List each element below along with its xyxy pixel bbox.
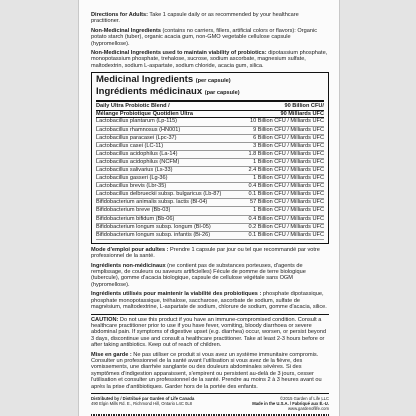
blend-row: Mélange Probiotique Quotidien Ultra 90 Milliards UFC bbox=[96, 110, 324, 117]
medicinal-title-en: Medicinal Ingredients (per capsule) bbox=[96, 74, 231, 86]
ingredient-row bbox=[96, 143, 324, 151]
ingredient-amount: 0.2 Billion CFU / Milliards UFC bbox=[248, 223, 324, 230]
ingredient-row bbox=[96, 232, 324, 240]
directions-en: Directions for Adults: Take 1 capsule daily or as recommended by your healthcare practitioner. bbox=[91, 12, 299, 25]
blend-row: Daily Ultra Probiotic Blend / 90 Billion CFU/ bbox=[96, 103, 324, 110]
ingredient-amount: 6 Billion CFU / Milliards UFC bbox=[253, 134, 324, 141]
ingredient-row bbox=[96, 183, 324, 191]
ingredient-name: Lactobacillus acidophilus (La-14) bbox=[96, 150, 178, 157]
medicinal-title-fr: Ingrédients médicinaux (par capsule) bbox=[96, 85, 240, 97]
caution-rule bbox=[91, 314, 329, 315]
ingredient-name: Bifidobacterium longum subsp. infantis (Bi-26) bbox=[96, 231, 211, 238]
ingredient-row bbox=[96, 207, 324, 215]
ingredient-amount: 1 Billion CFU / Milliards UFC bbox=[253, 175, 324, 182]
directions-fr: Mode d'emploi pour adultes : Prendre 1 capsule par jour ou tel que recommandé par votre professionnel de la santé. bbox=[91, 246, 320, 260]
ingredient-row bbox=[96, 175, 324, 183]
ingredient-row bbox=[96, 159, 324, 167]
ingredient-amount: 0.4 Billion CFU / Milliards UFC bbox=[248, 183, 324, 190]
ingredient-rows bbox=[96, 118, 324, 239]
ingredient-name: Lactobacillus rhamnosus (HN001) bbox=[96, 126, 181, 133]
address: 490 Elgin Mills Rd. E., Richmond Hill, Ontario L4C 0L8 bbox=[91, 400, 193, 406]
ingredient-row bbox=[96, 118, 324, 126]
viability-fr: Ingrédients utilisés pour maintenir la viabilité des probiotiques : phosphate dipotassique, phosphate monopotassique, tréhalose, saccharose, ascorbate de sodium, sulfate de magnésium, maltodextrine, L-aspartate de sodium, chlorure de sodium, gomme d'acacia, silice. bbox=[91, 291, 327, 311]
viability-en: Non-Medicinal Ingredients used to maintain viability of probiotics: dipotassium phosphate, monopotassium phosphate, trehalose, sucrose, sodium ascorbate, magnesium sulfate, maltodextrin, sodium L-aspartate, sodium chloride, acacia gum, silica. bbox=[91, 50, 328, 69]
distributor: Distributed by / Distribué par Garden of Life Canada bbox=[91, 395, 195, 401]
ingredient-amount: 9 Billion CFU / Milliards UFC bbox=[253, 126, 324, 133]
ingredient-amount: 0.1 Billion CFU / Milliards UFC bbox=[248, 231, 324, 238]
ingredient-name: Lactobacillus salivarius (Ls-33) bbox=[96, 167, 173, 173]
ingredient-name: Bifidobacterium animalis subsp. lactis (Bl-04) bbox=[96, 199, 208, 206]
ingredient-name: Lactobacillus brevis (Lbr-35) bbox=[96, 183, 167, 190]
ingredient-amount: 57 Billion CFU / Milliards UFC bbox=[250, 199, 324, 206]
ingredient-name: Lactobacillus plantarum (Lp-115) bbox=[96, 118, 178, 125]
right-background bbox=[339, 0, 416, 416]
caution-fr: Mise en garde : Ne pas utiliser ce produit si vous avez un système immunitaire compromis. Consulter un professionnel de la santé avant l'utilisation si vous avez de la fièvre, des vomissements, une diarrhée sanglante ou des douleurs abdominales sévères. Si des symptômes d'indigestion apparaissent, s'empirent ou persistent au-delà de 3 jours, cesser l'utilisation et consulter un professionnel de la santé. Prendre au moins 2 à 3 heures avant ou après la prise d'antibiotiques. Garder hors de la portée des enfants. bbox=[91, 351, 322, 390]
footer bbox=[91, 396, 329, 411]
made-in: Made in the U.S.A. / Fabriqué aux É.-U. bbox=[252, 400, 329, 406]
ingredient-name: Bifidobacterium breve (Bb-03) bbox=[96, 207, 171, 214]
ingredient-name: Lactobacillus casei (LC-11) bbox=[96, 142, 164, 149]
table-rule bbox=[96, 100, 324, 102]
left-background bbox=[0, 0, 79, 416]
medicinal-ingredients-table bbox=[91, 72, 329, 244]
ingredient-row bbox=[96, 127, 324, 135]
ingredient-name: Bifidobacterium longum subsp. longum (Bl-05) bbox=[96, 223, 211, 230]
ingredient-amount: 10 Billion CFU / Milliards UFC bbox=[250, 118, 324, 125]
ingredient-row bbox=[96, 199, 324, 207]
ingredient-row bbox=[96, 216, 324, 224]
supplement-label bbox=[79, 0, 339, 416]
ingredient-amount: 1.8 Billion CFU / Milliards UFC bbox=[248, 150, 324, 157]
ingredient-name: Lactobacillus paracasei (Lpc-37) bbox=[96, 134, 177, 141]
nonmedicinal-fr: Ingrédients non-médicinaux (ne contient pas de substances porteuses, d'agents de remplissage, de couleurs ou saveurs artificielles) Fécule de pomme de terre biologique (tubercule), gomme d'acacia biologique, capsule de cellulose végétale sans OGM (hypromellose). bbox=[91, 262, 306, 288]
ingredient-amount: 1 Billion CFU / Milliards UFC bbox=[253, 207, 324, 214]
ingredient-row bbox=[96, 151, 324, 159]
copyright: ©2015 Garden of Life LLC bbox=[280, 395, 329, 401]
ingredient-row bbox=[96, 167, 324, 175]
ingredient-row bbox=[96, 135, 324, 143]
ingredient-name: Lactobacillus acidophilus (NCFM) bbox=[96, 158, 180, 165]
ingredient-amount: 1 Billion CFU / Milliards UFC bbox=[253, 158, 324, 165]
ingredient-name: Bifidobacterium bifidum (Bb-06) bbox=[96, 215, 175, 222]
ingredient-name: Lactobacillus delbrueckii subsp. bulgaricus (Lb-87) bbox=[96, 191, 222, 198]
ingredient-amount: 3 Billion CFU / Milliards UFC bbox=[253, 142, 324, 149]
ingredient-amount: 2.4 Billion CFU / Milliards UFC bbox=[248, 167, 324, 173]
footer-rule bbox=[91, 393, 329, 394]
ingredient-row bbox=[96, 224, 324, 232]
ingredient-row bbox=[96, 191, 324, 199]
ingredient-name: Lactobacillus gasseri (Lg-36) bbox=[96, 175, 168, 182]
ingredient-amount: 0.1 Billion CFU / Milliards UFC bbox=[248, 191, 324, 198]
nonmedicinal-en: Non-Medicinal Ingredients (contains no carriers, fillers, artificial colors or flavors): Organic potato starch (tuber), organic acacia gum, non-GMO vegetable cellulose capsule (hypromellose). bbox=[91, 27, 317, 47]
caution-en: CAUTION: Do not use this product if you have an immune-compromised condition. Consult a healthcare practitioner prior to use if you have fever, vomiting, bloody diarrhoea or severe abdominal pain. If symptoms of digestive upset (e.g. diarrhea) occur, worsen, or persist beyond 3 days, discontinue use and consult a healthcare practitioner. Take at least 2-3 hours before or after taking antibiotics. Keep out of reach of children. bbox=[91, 316, 327, 349]
ingredient-amount: 0.4 Billion CFU / Milliards UFC bbox=[248, 215, 324, 222]
website: www.gardenoflife.com bbox=[288, 405, 329, 411]
